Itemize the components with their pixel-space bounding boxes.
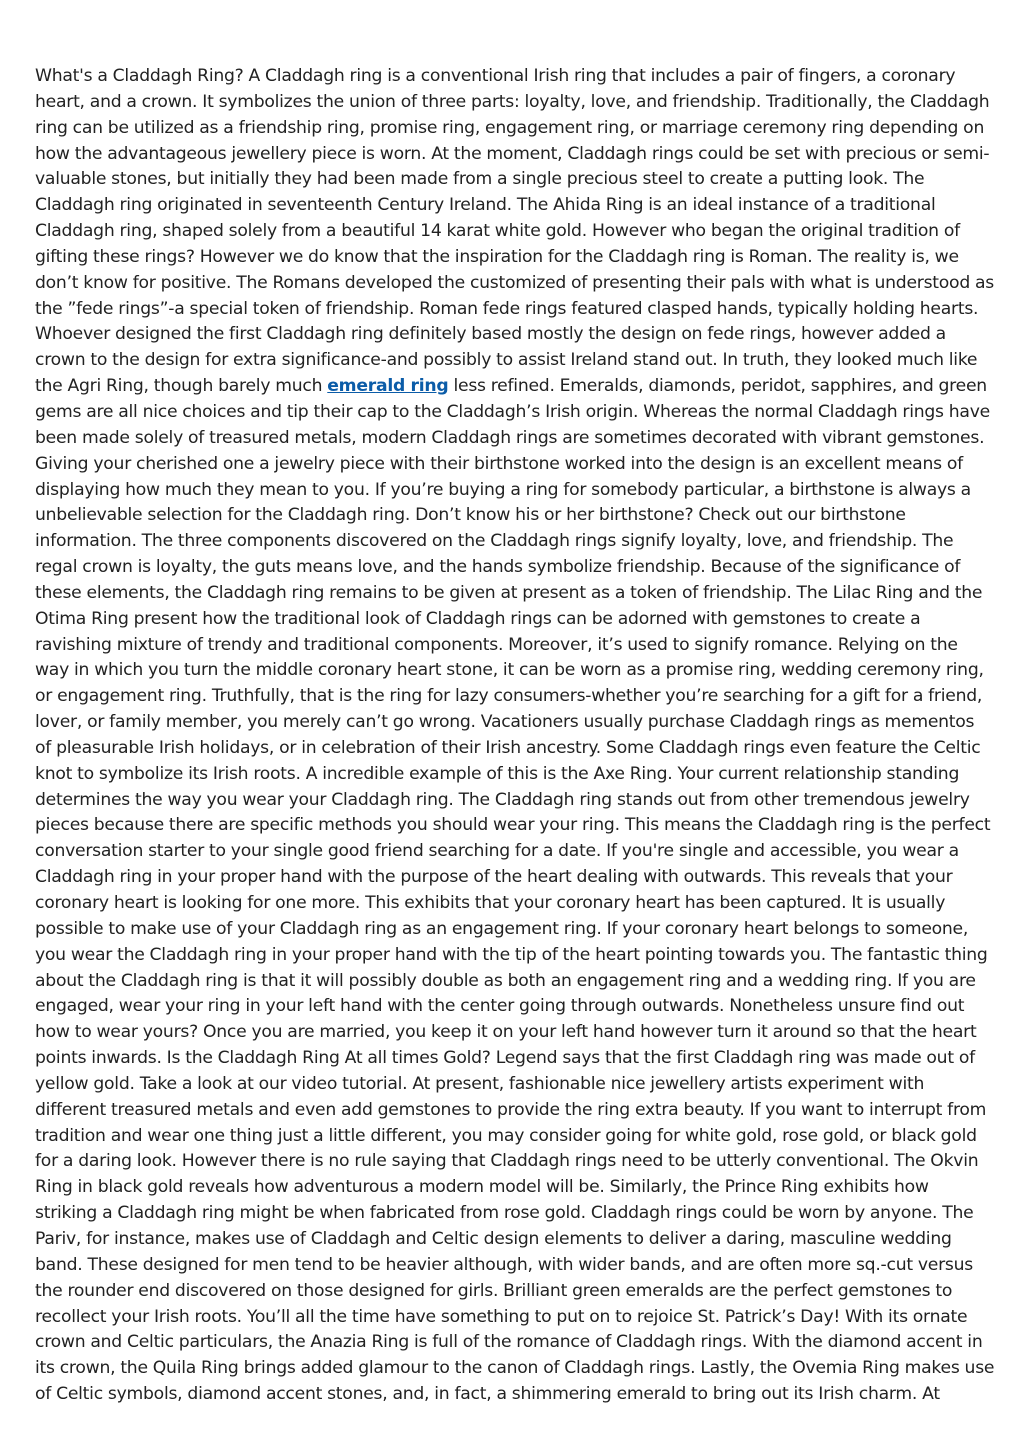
article-text-part-2: less refined. Emeralds, diamonds, peridot, sapphires, and green gems are all nice choices and tip their cap to the Claddagh’s Irish origin. Whereas the normal Claddagh rings have been made solely of treasured metals, modern Claddagh rings are sometimes decorated with vibrant gemstones. Giving your cherished one a jewelry piece with their birthstone worked into the design is an excellent means of displaying how much they mean to you. If you’re buying a ring for somebody particular, a birthstone is always a unbelievable selection for the Claddagh ring. Don’t know his or her birthstone? Check out our birthstone information. The three components discovered on the Claddagh rings signify loyalty, love, and friendship. The regal crown is loyalty, the guts means love, and the hands symbolize friendship. Because of the significance of these elements, the Claddagh ring remains to be given at present as a token of friendship. The Lilac Ring and the Otima Ring present how the traditional look of Claddagh rings can be adorned with gemstones to create a ravishing mixture of trendy and traditional components. Moreover, it’s used to signify romance. Relying on the way in which you turn the middle coronary heart stone, it can be worn as a promise ring, wedding ceremony ring, or engagement ring. Truthfully, that is the ring for lazy consumers-whether you’re searching for a gift for a friend, lover, or family member, you merely can’t go wrong. Vacationers usually purchase Claddagh rings as mementos of pleasurable Irish holidays, or in celebration of their Irish ancestry. Some Claddagh rings even feature the Celtic knot to symbolize its Irish roots. A incredible example of this is the Axe Ring. Your current relationship standing determines the way you wear your Claddagh ring. The Claddagh ring stands out from other tremendous jewelry pieces because there are specific methods you should wear your ring. This means the Claddagh ring is the perfect conversation starter to your single good friend searching for a date. If you're single and accessible, you wear a Claddagh ring in your proper hand with the purpose of the heart dealing with outwards. This reveals that your coronary heart is looking for one more. This exhibits that your coronary heart has been captured. It is usually possible to make use of your Claddagh ring as an engagement ring. If your coronary heart belongs to someone, you wear the Claddagh ring in your proper hand with the tip of the heart pointing towards you. The fantastic thing about the Claddagh ring is that it will possibly double as both an engagement ring and a wedding ring. If you are engaged, wear your ring in your left hand with the center going through outwards. Nonetheless unsure find out how to wear yours? Once you are married, you keep it on your left hand however turn it around so that the heart points inwards. Is the Claddagh Ring At all times Gold? Legend says that the first Claddagh ring was made out of yellow gold. Take a look at our video tutorial. At present, fashionable nice jewellery artists experiment with different treasured metals and even add gemstones to provide the ring extra beauty. If you want to interrupt from tradition and wear one thing just a little different, you may consider going for white gold, rose gold, or black gold for a daring look. However there is no rule saying that Claddagh rings need to be utterly conventional. The Okvin Ring in black gold reveals how adventurous a modern model will be. Similarly, the Prince Ring exhibits how striking a Claddagh ring might be when fabricated from rose gold. Claddagh rings could be worn by anyone. The Pariv, for instance, makes use of Claddagh and Celtic design elements to deliver a daring, masculine wedding band. These designed for men tend to be heavier although, with wider bands, and are often more sq.-cut versus the rounder end discovered on those designed for girls. Brilliant green emeralds are the perfect gemstones to recollect your Irish roots. You’ll all the time have something to put on to rejoice St. Patrick’s Day! With its ornate crown and Celtic particulars, the Anazia Ring is full of the romance of Claddagh rings. With the diamond accent in its crown, the Quila Ring brings added glamour to the canon of Claddagh rings. Lastly, the Ovemia Ring makes use of Celtic symbols, diamond accent stones, and, in fact, a shimmering emerald to bring out its Irish charm. At (35, 376, 995, 1405)
article-text-part-1: What's a Claddagh Ring? A Claddagh ring is a conventional Irish ring that includes a pair of fingers, a coronary heart, and a crown. It symbolizes the union of three parts: loyalty, love, and friendship. Traditionally, the Claddagh ring can be utilized as a friendship ring, promise ring, engagement ring, or marriage ceremony ring depending on how the advantageous jewellery piece is worn. At the moment, Claddagh rings could be set with precious or semi-valuable stones, but initially they had been made from a single precious steel to create a putting look. The Claddagh ring originated in seventeenth Century Ireland. The Ahida Ring is an ideal instance of a traditional Claddagh ring, shaped solely from a beautiful 14 karat white gold. However who began the original tradition of gifting these rings? However we do know that the inspiration for the Claddagh ring is Roman. The reality is, we don’t know for positive. The Romans developed the customized of presenting their pals with what is understood as the ”fede rings”-a special token of friendship. Roman fede rings featured clasped hands, typically holding hearts. Whoever designed the first Claddagh ring definitely based mostly the design on fede rings, however added a crown to the design for extra significance-and possibly to assist Ireland stand out. In truth, they looked much like the Agri Ring, though barely much (35, 66, 994, 397)
article-paragraph (35, 64, 995, 1408)
emerald-ring-link[interactable]: emerald ring (327, 376, 449, 397)
document-page (35, 64, 995, 1408)
